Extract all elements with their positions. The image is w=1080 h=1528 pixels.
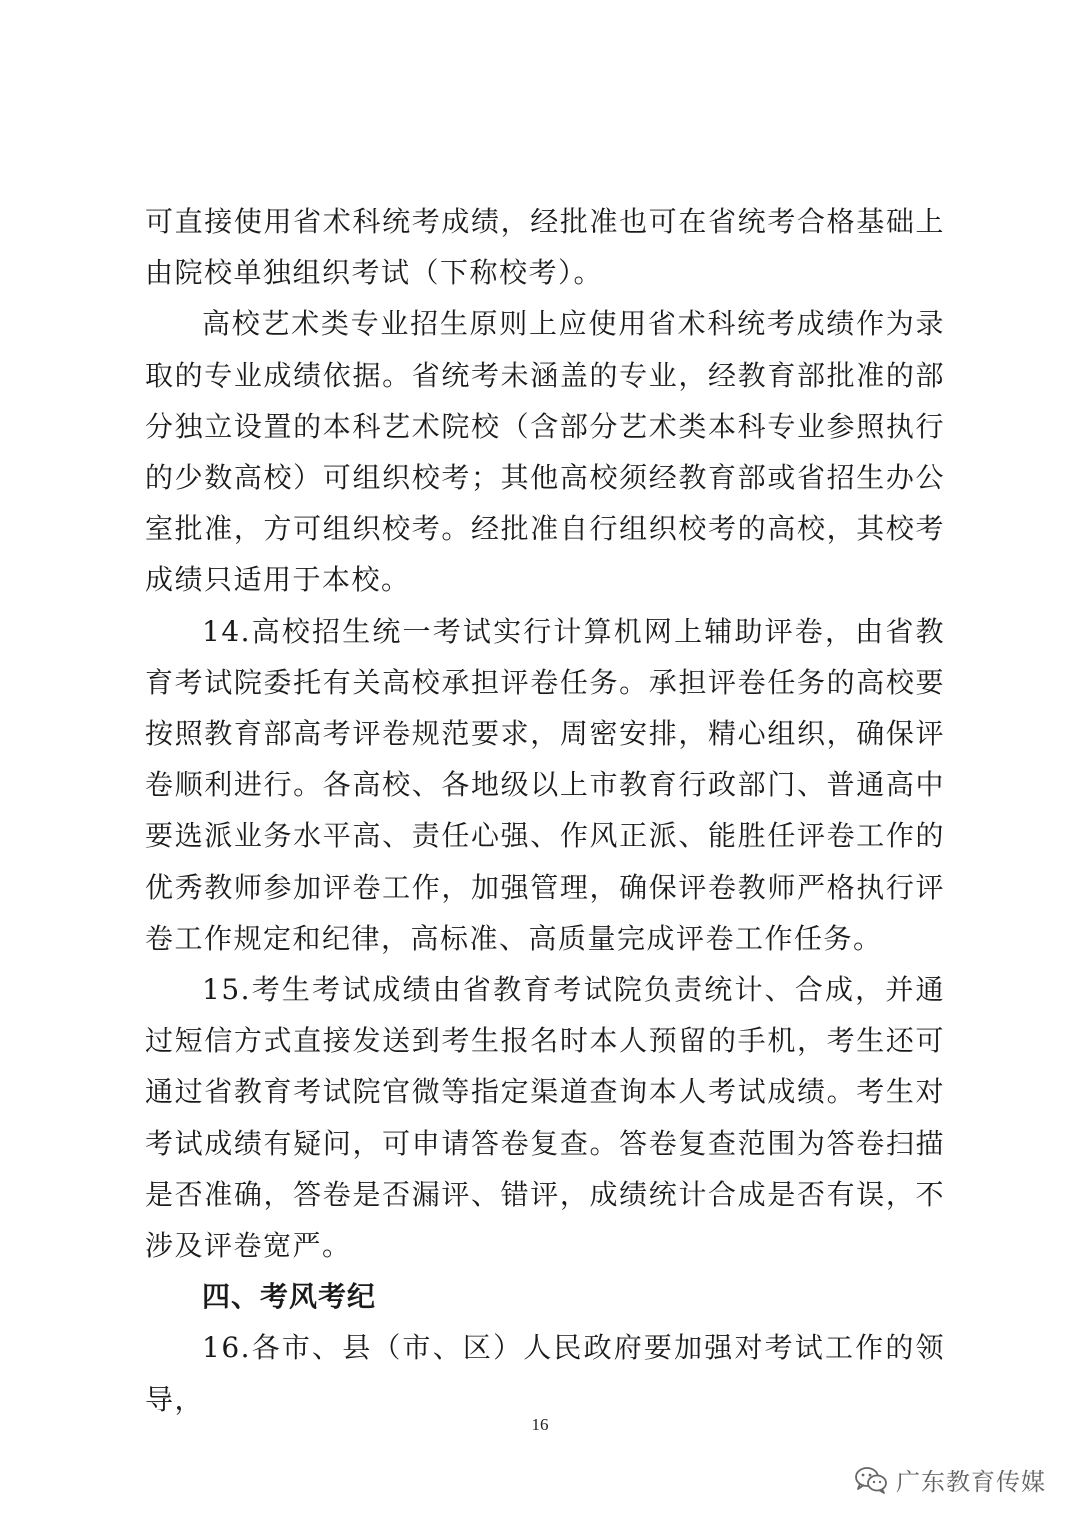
paragraph-5: 16.各市、县（市、区）人民政府要加强对考试工作的领导， [145,1331,945,1416]
wechat-icon [854,1465,888,1495]
watermark [854,1462,1046,1497]
section-heading: 四、考风考纪 [202,1280,377,1314]
paragraph-4: 15.考生考试成绩由省教育考试院负责统计、合成，并通过短信方式直接发送到考生报名时本人预留的手机，考生还可通过省教育考试院官微等指定渠道查询本人考试成绩。考生对考试成绩有疑问，可申请答卷复查。答卷复查范围为答卷扫描是否准确，答卷是否漏评、错评，成绩统计合成是否有误，不涉及评卷宽严。 [145,973,945,1263]
watermark-text: 广东教育传媒 [896,1468,1046,1496]
paragraph-3: 14.高校招生统一考试实行计算机网上辅助评卷，由省教育考试院委托有关高校承担评卷任务。承担评卷任务的高校要按照教育部高考评卷规范要求，周密安排，精心组织，确保评卷顺利进行。各高校、各地级以上市教育行政部门、普通高中要选派业务水平高、责任心强、作风正派、能胜任评卷工作的优秀教师参加评卷工作，加强管理，确保评卷教师严格执行评卷工作规定和纪律，高标准、高质量完成评卷工作任务。 [145,614,945,955]
paragraph-1: 可直接使用省术科统考成绩，经批准也可在省统考合格基础上由院校单独组织考试（下称校考）。 [145,205,945,290]
page-number: 16 [531,1415,549,1434]
document-body [145,196,945,1425]
paragraph-2: 高校艺术类专业招生原则上应使用省术科统考成绩作为录取的专业成绩依据。省统考未涵盖的专业，经教育部批准的部分独立设置的本科艺术院校（含部分艺术类本科专业参照执行的少数高校）可组织校考；其他高校须经教育部或省招生办公室批准，方可组织校考。经批准自行组织校考的高校，其校考成绩只适用于本校。 [145,307,945,597]
